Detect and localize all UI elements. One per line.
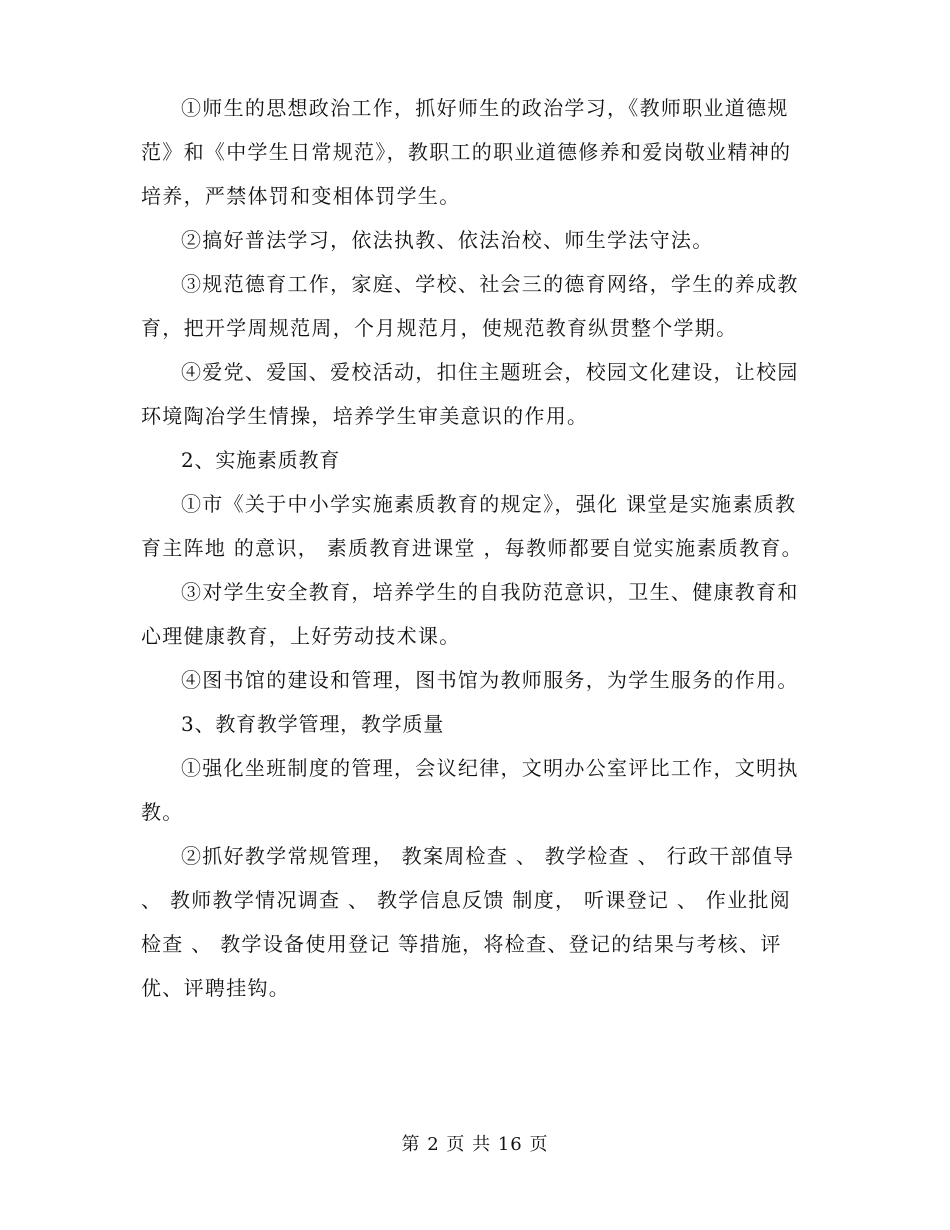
section-heading-quality-education: 2、实施素质教育 bbox=[181, 448, 341, 472]
document-body bbox=[141, 86, 803, 1010]
section-heading-teaching-management: 3、教育教学管理，教学质量 bbox=[181, 712, 445, 736]
paragraph-quality-education-regulation: ①市《关于中小学实施素质教育的规定》，强化 课堂是实施素质教育主阵地 的意识， 素质教育进课堂 ，每教师都要自觉实施素质教育。 bbox=[141, 492, 803, 560]
paragraph-safety-education: ③对学生安全教育，培养学生的自我防范意识，卫生、健康教育和心理健康教育，上好劳动技术课。 bbox=[141, 580, 799, 648]
paragraph-moral-education: ③规范德育工作，家庭、学校、社会三的德育网络，学生的养成教育，把开学周规范周，个月规范月，使规范教育纵贯整个学期。 bbox=[141, 272, 799, 340]
paragraph-library: ④图书馆的建设和管理，图书馆为教师服务，为学生服务的作用。 bbox=[181, 668, 799, 692]
paragraph-teaching-routine: ②抓好教学常规管理， 教案周检查 、 教学检查 、 行政干部值导 、 教师教学情况调查 、 教学信息反馈 制度， 听课登记 、 作业批阅检查 、 教学设备使用登记 等措施，将检查、登记的结果与考核、评优、评聘挂钩。 bbox=[141, 844, 803, 1000]
paragraph-patriotic-activities: ④爱党、爱国、爱校活动，扣住主题班会，校园文化建设，让校园环境陶冶学生情操，培养学生审美意识的作用。 bbox=[141, 360, 799, 428]
page-footer: 第 2 页 共 16 页 bbox=[401, 1134, 549, 1155]
paragraph-political-work: ①师生的思想政治工作，抓好师生的政治学习，《教师职业道德规范》和《中学生日常规范》，教职工的职业道德修养和爱岗敬业精神的培养，严禁体罚和变相体罚学生。 bbox=[141, 96, 792, 208]
paragraph-law-study: ②搞好普法学习，依法执教、依法治校、师生学法守法。 bbox=[181, 228, 714, 252]
paragraph-office-discipline: ①强化坐班制度的管理，会议纪律，文明办公室评比工作，文明执教。 bbox=[141, 756, 799, 824]
